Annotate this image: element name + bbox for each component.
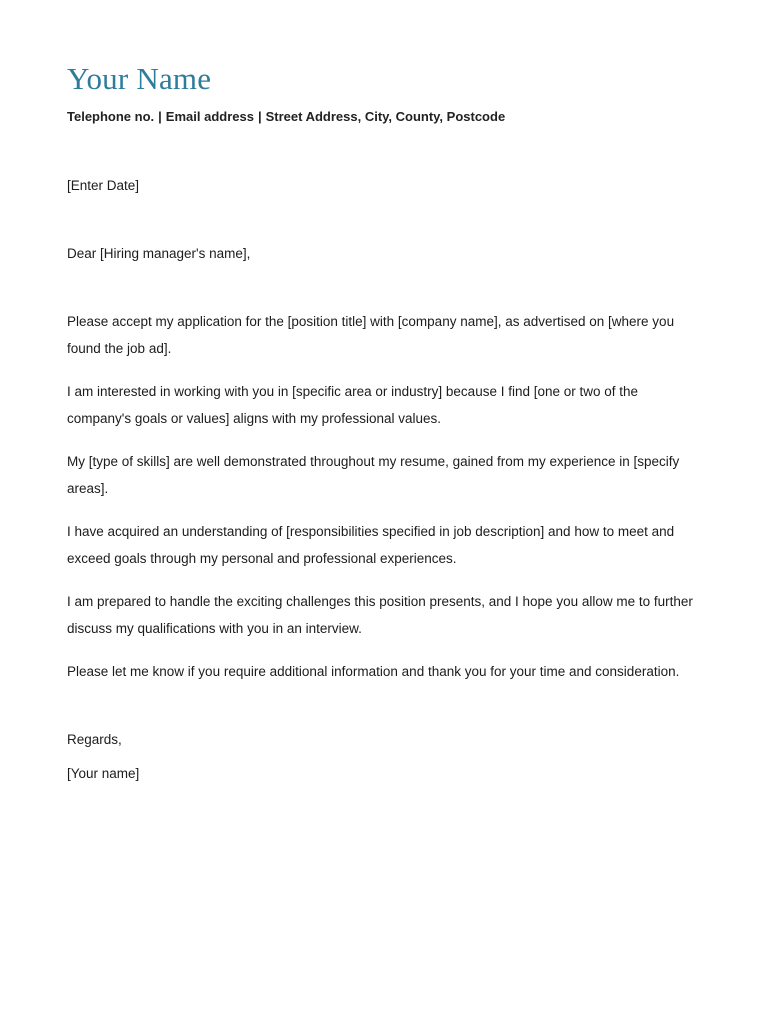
contact-details-line: [67, 108, 704, 126]
letter-paragraph: I have acquired an understanding of [responsibilities specified in job description] and how to meet and exceed goals through my personal and professional experiences.: [67, 524, 675, 566]
contact-separator-1: |: [158, 109, 162, 124]
letter-paragraph: I am prepared to handle the exciting challenges this position presents, and I hope you allow me to further discuss my qualifications with you in an interview.: [67, 594, 693, 636]
spacer-after-letterhead: [67, 126, 704, 172]
letter-paragraphs: [67, 308, 704, 685]
applicant-name-heading: Your Name: [67, 61, 212, 96]
letter-paragraph: Please accept my application for the [position title] with [company name], as advertised on [where you found the job ad].: [67, 314, 675, 356]
contact-address: Street Address, City, County, Postcode: [265, 109, 506, 124]
spacer-before-signoff: [67, 685, 704, 726]
letter-salutation: Dear [Hiring manager's name],: [67, 246, 251, 261]
letter-date: [Enter Date]: [67, 178, 140, 193]
letter-signoff: [67, 726, 704, 787]
contact-separator-2: |: [257, 109, 262, 124]
contact-telephone: Telephone no.: [67, 109, 155, 124]
letter-paragraph: Please let me know if you require additional information and thank you for your time and consideration.: [67, 664, 680, 679]
spacer-after-date: [67, 199, 704, 240]
spacer-between-signoff-lines: [67, 753, 704, 760]
signoff-closing: Regards,: [67, 732, 122, 747]
signoff-signature: [Your name]: [67, 766, 140, 781]
letterhead: [67, 60, 704, 126]
contact-email: Email address: [165, 109, 254, 124]
letter-paragraph: I am interested in working with you in [specific area or industry] because I find [one or two of the company's goals or values] aligns with my professional values.: [67, 384, 639, 426]
cover-letter-body: [67, 60, 704, 787]
spacer-after-salutation: [67, 267, 704, 308]
letter-paragraph: My [type of skills] are well demonstrated throughout my resume, gained from my experience in [specify areas].: [67, 454, 680, 496]
